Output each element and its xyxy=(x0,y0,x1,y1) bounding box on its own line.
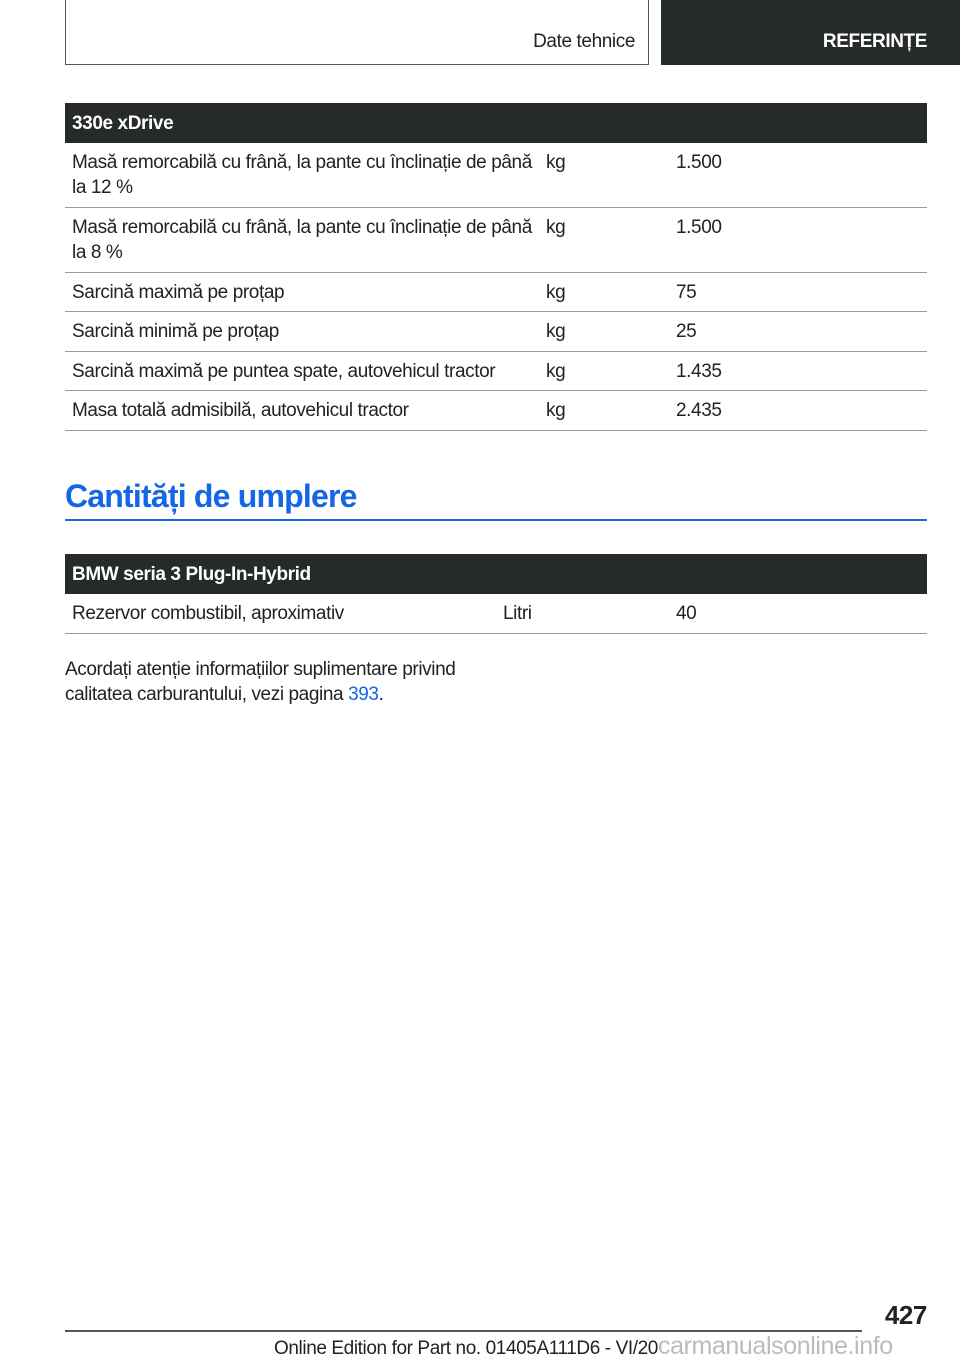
section-title: Date tehnice xyxy=(533,31,635,52)
fuel-note: Acordați atenție informațiilor suplimentare privind calitatea carburantului, vezi pagina 393. xyxy=(65,659,456,705)
row-value: 25 xyxy=(676,321,697,342)
table-title: 330e xDrive xyxy=(65,103,927,143)
row-unit: Litri xyxy=(503,603,532,624)
table-row xyxy=(65,143,927,208)
chapter-title: REFERINȚE xyxy=(822,31,927,52)
section-heading: Cantități de umplere xyxy=(65,478,357,514)
watermark: carmanualsonline.info xyxy=(657,1332,893,1360)
row-value: 1.500 xyxy=(676,217,722,238)
table-row xyxy=(65,273,927,312)
row-unit: kg xyxy=(546,321,566,342)
section-header xyxy=(65,0,649,65)
row-label: Sarcină minimă pe proțap xyxy=(72,321,279,342)
footer-edition: Online Edition for Part no. 01405A111D6 - VI/20carmanualsonline.info xyxy=(274,1332,893,1360)
row-unit: kg xyxy=(546,217,566,238)
capacities-table xyxy=(65,554,927,634)
page-link[interactable]: 393 xyxy=(348,684,379,705)
row-value: 2.435 xyxy=(676,400,722,421)
table-row xyxy=(65,312,927,352)
row-label: Masa totală admisibilă, autovehicul tractor xyxy=(72,400,409,421)
heading-underline xyxy=(65,519,927,521)
row-unit: kg xyxy=(546,400,566,421)
row-label: Masă remorcabilă cu frână, la pante cu înclinație de până la 8 % xyxy=(72,217,532,263)
row-label: Sarcină maximă pe proțap xyxy=(72,282,285,303)
table-row xyxy=(65,352,927,391)
row-label: Sarcină maximă pe puntea spate, autovehicul tractor xyxy=(72,361,496,382)
row-unit: kg xyxy=(546,282,566,303)
chapter-tab xyxy=(661,0,960,65)
row-value: 75 xyxy=(676,282,697,303)
table-row xyxy=(65,391,927,431)
table-row xyxy=(65,208,927,273)
page-number: 427 xyxy=(884,1300,927,1330)
row-label: Masă remorcabilă cu frână, la pante cu înclinație de până la 12 % xyxy=(72,152,532,198)
row-value: 40 xyxy=(676,603,697,624)
row-unit: kg xyxy=(546,152,566,173)
table-row xyxy=(65,594,927,634)
row-unit: kg xyxy=(546,361,566,382)
row-value: 1.500 xyxy=(676,152,722,173)
row-label: Rezervor combustibil, aproximativ xyxy=(72,603,344,624)
towing-table xyxy=(65,103,927,431)
row-value: 1.435 xyxy=(676,361,722,382)
table-title: BMW seria 3 Plug-In-Hybrid xyxy=(65,554,927,594)
